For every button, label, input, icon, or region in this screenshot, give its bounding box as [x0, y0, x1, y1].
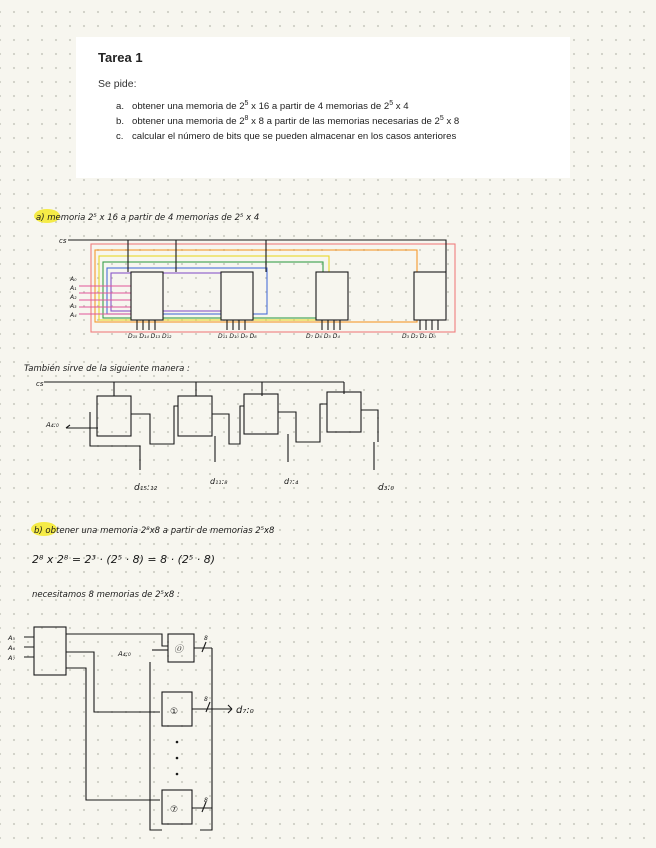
dot	[176, 757, 179, 760]
alt-diagram	[44, 382, 378, 470]
dot	[176, 741, 179, 744]
b-input-6: A₆	[8, 644, 16, 652]
addr-label-1: A₁	[70, 285, 77, 292]
chip-output-label-2: D₁₁ D₁₀ D₉ D₈	[218, 333, 257, 340]
equation: 2⁸ x 2⁸ = 2³ · (2⁵ · 8) = 8 · (2⁵ · 8)	[32, 553, 216, 566]
task-title: Tarea 1	[98, 50, 143, 65]
b-chip-7: ⑦	[170, 805, 179, 815]
b-input-7: A₇	[8, 654, 16, 662]
part-a-heading: a) memoria 2⁵ x 16 a partir de 4 memorias de 2⁵ x 4	[36, 213, 260, 223]
chip-output-label-1: D₁₅ D₁₄ D₁₃ D₁₂	[128, 333, 172, 340]
alt-addr-label: A₄:₀	[46, 421, 59, 429]
task-intro: Se pide:	[98, 78, 137, 90]
b-bus-width-1: 8	[204, 696, 208, 703]
b-bus-width-0: 8	[204, 635, 208, 642]
alt-output-4: d₃:₀	[378, 483, 394, 493]
b-addr-label: A₄:₀	[118, 650, 131, 658]
part-b-heading: b) obtener una memoria 2⁸x8 a partir de memorias 2⁵x8	[34, 526, 275, 536]
task-item-a: a. obtener una memoria de $2^5$ x 16 a partir de 4 memorias de $2^5$ x 4	[116, 100, 409, 112]
alt-cs-label: cs	[36, 380, 44, 388]
b-chip-0: ⓪	[174, 645, 184, 655]
alt-output-1: d₁₅:₁₂	[134, 483, 158, 493]
b-chip-1: ①	[170, 707, 179, 717]
chip-output-label-4: D₃ D₂ D₁ D₀	[402, 333, 436, 340]
chip-output-label-3: D₇ D₆ D₅ D₄	[306, 333, 340, 340]
addr-label-2: A₂	[70, 294, 77, 301]
alt-heading: También sirve de la siguiente manera :	[24, 364, 190, 374]
alt-output-3: d₇:₄	[284, 477, 299, 486]
b-bus-width-7: 8	[204, 797, 208, 804]
task-item-b: b. obtener una memoria de $2^8$ x 8 a partir de las memorias necesarias de $2^5$ x 8	[116, 115, 460, 127]
memory-array-diagram	[68, 240, 455, 332]
addr-label-0: A₀	[70, 276, 77, 283]
alt-output-2: d₁₁:₈	[210, 477, 228, 486]
addr-label-3: A₃	[70, 303, 77, 310]
need-text: necesitamos 8 memorias de 2⁵x8 :	[32, 590, 180, 600]
addr-label-4: A₄	[70, 312, 77, 319]
cs-label: cs	[59, 237, 67, 245]
task-item-c: c. calcular el número de bits que se pueden almacenar en los casos anteriores	[116, 131, 457, 142]
dot	[176, 773, 179, 776]
b-input-5: A₅	[8, 634, 16, 642]
b-output-label: d₇:₀	[236, 705, 254, 716]
